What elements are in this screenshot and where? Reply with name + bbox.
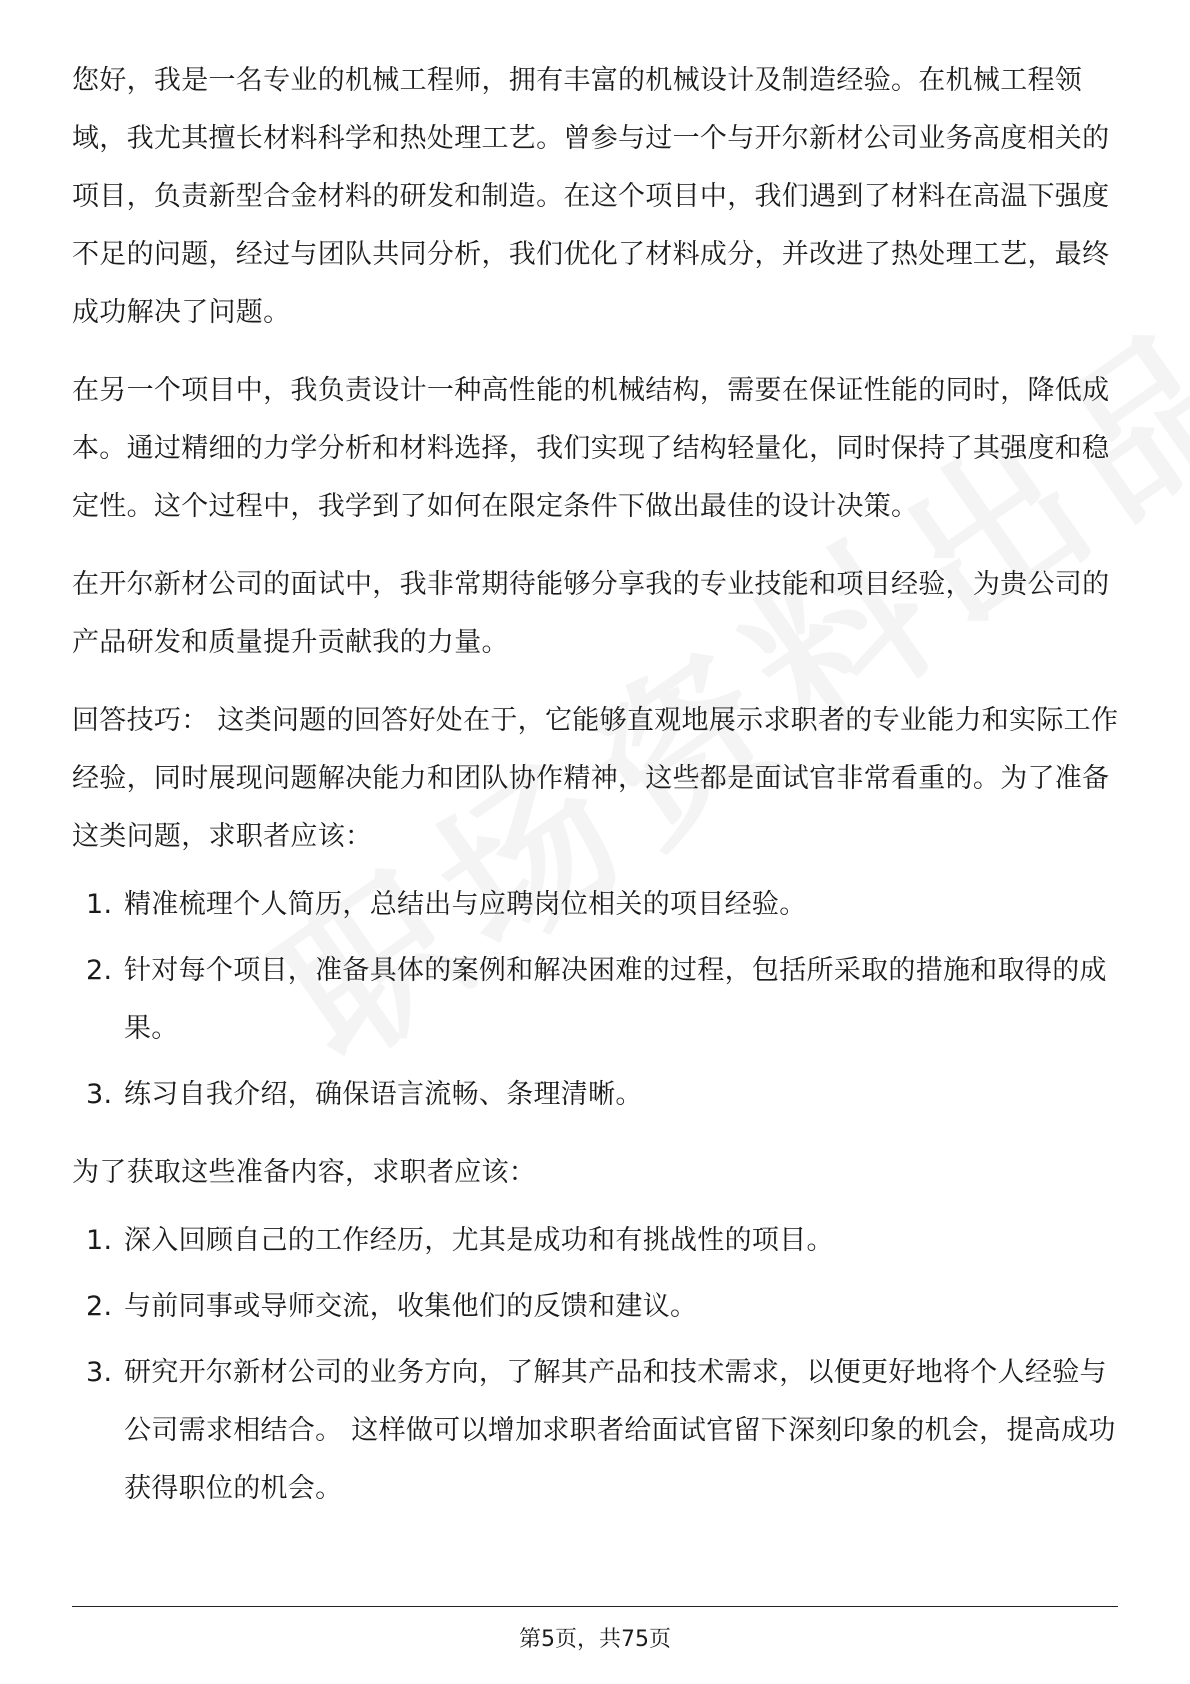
list-number: 2.	[86, 955, 113, 986]
list-item-text: 与前同事或导师交流，收集他们的反馈和建议。	[124, 1291, 698, 1322]
list-number: 1.	[86, 1225, 113, 1256]
footer-divider	[72, 1606, 1118, 1607]
list-item-text: 研究开尔新材公司的业务方向，了解其产品和技术需求，以便更好地将个人经验与公司需求相结合。 这样做可以增加求职者给面试官留下深刻印象的机会，提高成功获得职位的机会。	[124, 1357, 1116, 1504]
acquire-list	[72, 1212, 1122, 1518]
list-item	[72, 1066, 1122, 1124]
page-number: 第5页，共75页	[519, 1627, 671, 1652]
list-number: 2.	[86, 1291, 113, 1322]
list-item	[72, 1212, 1122, 1270]
list-item	[72, 876, 1122, 934]
paragraph-intro: 您好，我是一名专业的机械工程师，拥有丰富的机械设计及制造经验。在机械工程领域，我尤其擅长材料科学和热处理工艺。曾参与过一个与开尔新材公司业务高度相关的项目，负责新型合金材料的研发和制造。在这个项目中，我们遇到了材料在高温下强度不足的问题，经过与团队共同分析，我们优化了材料成分，并改进了热处理工艺，最终成功解决了问题。	[72, 65, 1110, 328]
list-item-text: 深入回顾自己的工作经历，尤其是成功和有挑战性的项目。	[124, 1225, 834, 1256]
list-item	[72, 942, 1122, 1058]
paragraph-tips: 回答技巧： 这类问题的回答好处在于，它能够直观地展示求职者的专业能力和实际工作经验，同时展现问题解决能力和团队协作精神，这些都是面试官非常看重的。为了准备这类问题，求职者应该：	[72, 705, 1119, 852]
list-number: 1.	[86, 889, 113, 920]
paragraph-expectation: 在开尔新材公司的面试中，我非常期待能够分享我的专业技能和项目经验，为贵公司的产品研发和质量提升贡献我的力量。	[72, 569, 1110, 658]
paragraph-acquire: 为了获取这些准备内容，求职者应该：	[72, 1157, 537, 1188]
list-number: 3.	[86, 1079, 113, 1110]
page-body	[72, 52, 1122, 1538]
list-item	[72, 1278, 1122, 1336]
list-item-text: 精准梳理个人简历，总结出与应聘岗位相关的项目经验。	[124, 889, 807, 920]
list-item-text: 针对每个项目，准备具体的案例和解决困难的过程，包括所采取的措施和取得的成果。	[124, 955, 1107, 1044]
paragraph-project: 在另一个项目中，我负责设计一种高性能的机械结构，需要在保证性能的同时，降低成本。通过精细的力学分析和材料选择，我们实现了结构轻量化，同时保持了其强度和稳定性。这个过程中，我学到了如何在限定条件下做出最佳的设计决策。	[72, 375, 1110, 522]
list-item-text: 练习自我介绍，确保语言流畅、条理清晰。	[124, 1079, 643, 1110]
list-number: 3.	[86, 1357, 113, 1388]
preparation-list	[72, 876, 1122, 1124]
list-item	[72, 1344, 1122, 1518]
